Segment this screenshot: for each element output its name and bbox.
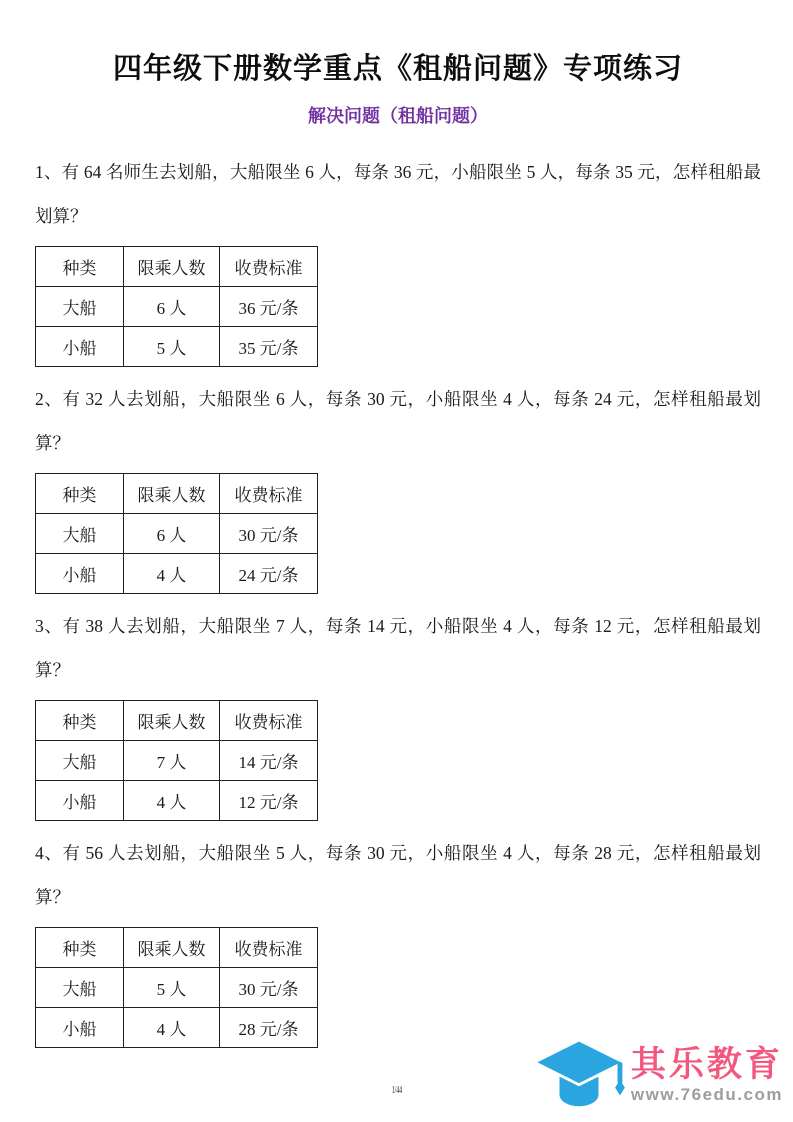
page-number: 1/44 <box>391 1085 402 1096</box>
table-header-row <box>36 928 318 968</box>
page-title: 四年级下册数学重点《租船问题》专项练习 <box>112 53 683 85</box>
cell-boat-type: 小船 <box>36 781 124 821</box>
col-header-limit: 限乘人数 <box>124 247 220 287</box>
problem-3 <box>35 604 761 821</box>
col-header-type: 种类 <box>36 928 124 968</box>
cell-fee: 35 元/条 <box>220 327 318 367</box>
col-header-type: 种类 <box>36 474 124 514</box>
brand-url: www.76edu.com <box>630 1085 783 1104</box>
cell-fee: 30 元/条 <box>220 514 318 554</box>
graduation-cap-icon <box>529 1036 629 1114</box>
col-header-fee: 收费标准 <box>220 928 318 968</box>
problem-2 <box>35 377 761 594</box>
problem-4 <box>35 831 761 1048</box>
cell-capacity: 7 人 <box>124 741 220 781</box>
cell-boat-type: 小船 <box>36 327 124 367</box>
cell-fee: 12 元/条 <box>220 781 318 821</box>
cell-boat-type: 大船 <box>36 287 124 327</box>
cell-boat-type: 小船 <box>36 554 124 594</box>
cell-boat-type: 小船 <box>36 1008 124 1048</box>
col-header-fee: 收费标准 <box>220 247 318 287</box>
table-row <box>36 287 318 327</box>
brand-name: 其乐教育 <box>630 1045 783 1084</box>
brand-text-block <box>631 1045 783 1105</box>
cell-capacity: 5 人 <box>124 968 220 1008</box>
col-header-limit: 限乘人数 <box>124 474 220 514</box>
cell-capacity: 4 人 <box>124 554 220 594</box>
table-row <box>36 1008 318 1048</box>
col-header-type: 种类 <box>36 247 124 287</box>
table-header-row <box>36 247 318 287</box>
col-header-fee: 收费标准 <box>220 474 318 514</box>
table-row <box>36 514 318 554</box>
worksheet-content <box>0 46 793 1048</box>
table-header-row <box>36 474 318 514</box>
cell-capacity: 4 人 <box>124 781 220 821</box>
table-row <box>36 781 318 821</box>
cell-fee: 28 元/条 <box>220 1008 318 1048</box>
problem-2-text: 2、有 32 人去划船，大船限坐 6 人，每条 30 元，小船限坐 4 人，每条 24 元，怎样租船最划算？ <box>35 389 761 453</box>
page-subtitle: 解决问题（租船问题） <box>308 106 488 126</box>
cell-capacity: 5 人 <box>124 327 220 367</box>
cell-fee: 14 元/条 <box>220 741 318 781</box>
col-header-fee: 收费标准 <box>220 701 318 741</box>
brand-footer <box>529 1036 783 1114</box>
problem-1-table <box>35 246 318 367</box>
col-header-type: 种类 <box>36 701 124 741</box>
cell-fee: 24 元/条 <box>220 554 318 594</box>
table-row <box>36 741 318 781</box>
cell-capacity: 4 人 <box>124 1008 220 1048</box>
problem-1 <box>35 150 761 367</box>
problem-4-table <box>35 927 318 1048</box>
problem-2-table <box>35 473 318 594</box>
cell-fee: 30 元/条 <box>220 968 318 1008</box>
problem-4-text: 4、有 56 人去划船，大船限坐 5 人，每条 30 元，小船限坐 4 人，每条 28 元，怎样租船最划算？ <box>35 843 761 907</box>
problem-3-text: 3、有 38 人去划船，大船限坐 7 人，每条 14 元，小船限坐 4 人，每条 12 元，怎样租船最划算？ <box>35 616 761 680</box>
problem-3-table <box>35 700 318 821</box>
cell-boat-type: 大船 <box>36 968 124 1008</box>
cell-boat-type: 大船 <box>36 741 124 781</box>
table-header-row <box>36 701 318 741</box>
table-row <box>36 327 318 367</box>
col-header-limit: 限乘人数 <box>124 701 220 741</box>
table-row <box>36 968 318 1008</box>
cell-fee: 36 元/条 <box>220 287 318 327</box>
cell-boat-type: 大船 <box>36 514 124 554</box>
problem-1-text: 1、有 64 名师生去划船，大船限坐 6 人，每条 36 元，小船限坐 5 人，每条 35 元，怎样租船最划算？ <box>35 162 761 226</box>
cell-capacity: 6 人 <box>124 514 220 554</box>
col-header-limit: 限乘人数 <box>124 928 220 968</box>
table-row <box>36 554 318 594</box>
cell-capacity: 6 人 <box>124 287 220 327</box>
